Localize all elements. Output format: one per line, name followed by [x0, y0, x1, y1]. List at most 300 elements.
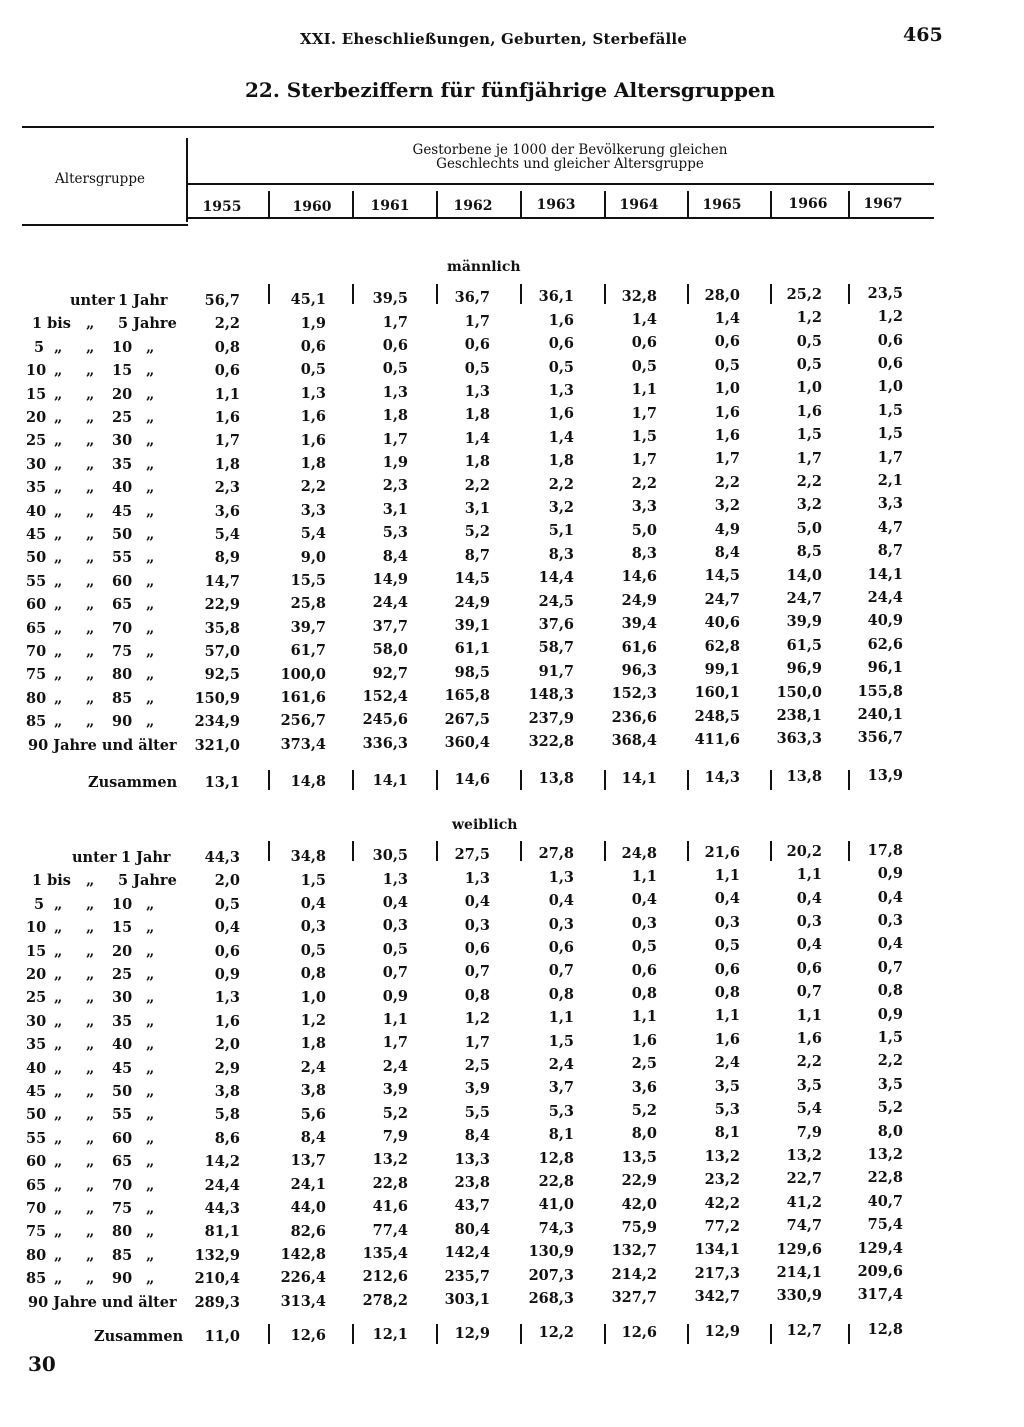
total-cell: 12,9 — [704, 1322, 740, 1340]
spanner-line-2: Geschlechts und gleicher Altersgruppe — [436, 156, 704, 172]
table-cell: 1,6 — [214, 1012, 240, 1030]
table-cell: 1,5 — [300, 871, 326, 889]
table-cell: 61,1 — [454, 640, 490, 658]
age-label: „ — [54, 526, 63, 543]
table-cell: 39,5 — [372, 290, 408, 308]
year-header-1965: 1965 — [702, 196, 742, 213]
table-cell: 24,9 — [454, 593, 490, 611]
table-cell: 34,8 — [290, 848, 326, 866]
table-cell: 39,7 — [290, 618, 326, 636]
table-cell: 61,5 — [786, 636, 822, 654]
table-cell: 132,7 — [611, 1242, 657, 1260]
age-label: 1 bis — [32, 315, 71, 333]
age-label: „ — [86, 966, 95, 983]
table-cell: 35,8 — [204, 619, 240, 637]
table-cell: 62,6 — [867, 635, 903, 653]
table-cell: 0,5 — [714, 356, 740, 374]
table-cell: 0,4 — [796, 889, 822, 907]
table-cell: 2,4 — [714, 1054, 740, 1072]
table-cell: 13,7 — [290, 1152, 326, 1170]
table-cell: 30,5 — [372, 847, 408, 865]
table-cell: 2,2 — [548, 475, 574, 493]
page-number: 465 — [903, 24, 943, 46]
header-column-divider — [520, 191, 522, 217]
table-cell: 0,9 — [382, 987, 408, 1005]
total-label: Zusammen — [94, 1328, 184, 1345]
age-label: „ — [86, 1012, 95, 1030]
column-divider — [352, 284, 354, 304]
age-label: unter — [70, 292, 115, 309]
age-label: 5 Jahre — [118, 872, 177, 890]
age-label: „ — [86, 1153, 95, 1171]
table-cell: 0,6 — [548, 335, 574, 353]
total-cell: 13,8 — [786, 767, 822, 785]
age-label: „ — [86, 338, 95, 356]
total-cell: 12,6 — [621, 1323, 657, 1341]
age-label: „ — [146, 1246, 155, 1264]
table-cell: 14,2 — [204, 1153, 240, 1171]
age-label: „ — [54, 432, 63, 450]
age-label: „ — [146, 1153, 155, 1171]
table-cell: 245,6 — [362, 711, 408, 729]
table-cell: 5,2 — [631, 1101, 657, 1119]
age-label: 90 Jahre und älter — [28, 1293, 177, 1311]
table-cell: 234,9 — [194, 713, 240, 731]
table-cell: 1,9 — [382, 454, 408, 471]
table-cell: 42,2 — [704, 1194, 740, 1212]
table-cell: 8,4 — [300, 1128, 326, 1146]
age-label: „ — [86, 596, 95, 614]
table-cell: 2,2 — [631, 474, 657, 492]
table-cell: 1,6 — [714, 427, 740, 444]
table-cell: 152,4 — [362, 688, 408, 705]
table-cell: 1,3 — [382, 870, 408, 888]
table-cell: 1,7 — [214, 432, 240, 450]
age-label: „ — [54, 1246, 63, 1264]
table-cell: 1,1 — [796, 866, 822, 884]
table-cell: 0,6 — [464, 336, 490, 354]
age-label: 25 — [112, 409, 133, 426]
table-cell: 1,5 — [877, 1029, 903, 1046]
table-cell: 24,4 — [372, 594, 408, 612]
age-label: 15 — [112, 919, 133, 937]
age-label: „ — [86, 989, 95, 1007]
table-cell: 342,7 — [694, 1288, 740, 1306]
age-label: 10 — [26, 362, 47, 380]
table-cell: 1,6 — [714, 1030, 740, 1048]
table-cell: 74,3 — [538, 1219, 574, 1237]
table-cell: 42,0 — [621, 1195, 657, 1213]
table-cell: 0,4 — [548, 892, 574, 910]
table-cell: 22,9 — [621, 1172, 657, 1190]
age-label: 75 — [26, 1223, 47, 1241]
table-cell: 1,7 — [877, 448, 903, 466]
table-cell: 24,1 — [290, 1175, 326, 1193]
age-label: 15 — [112, 362, 133, 380]
age-label: 80 — [26, 1246, 47, 1264]
table-cell: 0,6 — [714, 333, 740, 351]
table-cell: 36,7 — [454, 289, 490, 307]
table-cell: 14,7 — [204, 572, 240, 590]
age-label: 30 — [26, 455, 47, 473]
age-label: „ — [54, 1036, 63, 1054]
table-cell: 256,7 — [280, 712, 326, 730]
age-label: 25 — [26, 989, 47, 1007]
table-cell: 267,5 — [444, 710, 490, 728]
table-cell: 321,0 — [194, 736, 240, 754]
table-cell: 238,1 — [776, 706, 822, 724]
table-cell: 8,1 — [548, 1126, 574, 1144]
table-cell: 0,5 — [548, 358, 574, 376]
table-cell: 1,1 — [548, 1009, 574, 1027]
age-label: 65 — [112, 1153, 133, 1171]
table-cell: 142,8 — [280, 1245, 326, 1263]
age-label: 70 — [26, 643, 47, 660]
table-cell: 1,1 — [714, 867, 740, 884]
table-cell: 58,0 — [372, 641, 408, 659]
table-cell: 1,3 — [300, 384, 326, 402]
table-cell: 278,2 — [362, 1291, 408, 1309]
table-cell: 134,1 — [694, 1241, 740, 1259]
table-cell: 2,5 — [631, 1055, 657, 1073]
age-label: 40 — [112, 1036, 133, 1054]
table-cell: 1,6 — [796, 1029, 822, 1047]
table-cell: 161,6 — [280, 688, 326, 706]
table-cell: 8,3 — [631, 544, 657, 562]
table-cell: 23,5 — [867, 284, 903, 302]
age-label: 20 — [26, 409, 47, 426]
table-cell: 2,0 — [214, 1036, 240, 1054]
age-label: „ — [86, 455, 95, 473]
table-cell: 0,8 — [714, 984, 740, 1001]
age-label: „ — [54, 1176, 63, 1194]
table-cell: 7,9 — [382, 1128, 408, 1145]
table-cell: 214,1 — [776, 1263, 822, 1281]
age-label: 35 — [26, 479, 47, 497]
table-cell: 0,4 — [382, 894, 408, 911]
age-label: „ — [86, 666, 95, 684]
age-label: „ — [86, 432, 95, 450]
spanner-rule — [187, 183, 934, 185]
table-cell: 5,3 — [714, 1101, 740, 1118]
table-cell: 1,4 — [714, 310, 740, 327]
table-cell: 1,5 — [877, 401, 903, 419]
table-cell: 3,1 — [464, 499, 490, 517]
age-label: 45 — [112, 1059, 133, 1077]
table-cell: 1,5 — [877, 425, 903, 443]
age-label: „ — [54, 919, 63, 937]
column-divider — [604, 841, 606, 861]
table-cell: 1,6 — [300, 408, 326, 426]
total-cell: 14,3 — [704, 768, 740, 786]
total-cell: 14,6 — [454, 771, 490, 789]
age-label: „ — [54, 966, 63, 983]
table-cell: 96,3 — [621, 661, 657, 679]
table-cell: 1,0 — [796, 379, 822, 397]
table-cell: 0,6 — [631, 961, 657, 979]
age-label: 15 — [26, 942, 47, 960]
total-row — [0, 766, 1024, 798]
table-cell: 24,7 — [704, 590, 740, 608]
table-cell: 23,8 — [454, 1173, 490, 1191]
table-cell: 0,5 — [300, 941, 326, 959]
table-cell: 44,3 — [204, 1200, 240, 1217]
age-label: „ — [86, 1106, 95, 1124]
table-cell: 92,5 — [204, 666, 240, 684]
table-cell: 129,6 — [776, 1240, 822, 1258]
table-cell: 0,8 — [548, 985, 574, 1003]
column-divider — [604, 284, 606, 304]
table-cell: 8,6 — [214, 1129, 240, 1147]
table-cell: 3,2 — [714, 497, 740, 515]
table-cell: 3,5 — [877, 1075, 903, 1093]
year-header-1955: 1955 — [202, 199, 242, 215]
table-cell: 330,9 — [776, 1287, 822, 1305]
year-header-1967: 1967 — [863, 195, 903, 212]
year-header-1966: 1966 — [788, 196, 828, 213]
table-cell: 130,9 — [528, 1243, 574, 1261]
column-divider — [848, 841, 850, 861]
column-divider — [436, 841, 438, 861]
table-cell: 1,6 — [631, 1031, 657, 1049]
age-label: „ — [86, 385, 95, 403]
table-cell: 0,5 — [714, 937, 740, 955]
table-cell: 3,2 — [796, 496, 822, 514]
table-cell: 13,2 — [372, 1151, 408, 1169]
age-label: „ — [86, 942, 95, 960]
age-label: 60 — [26, 596, 47, 614]
age-label: 85 — [26, 1270, 47, 1288]
age-label: „ — [146, 1223, 155, 1241]
table-cell: 1,4 — [631, 310, 657, 328]
table-cell: 13,2 — [867, 1146, 903, 1163]
age-label: 70 — [112, 1176, 133, 1194]
table-cell: 0,3 — [631, 914, 657, 932]
table-cell: 61,6 — [621, 638, 657, 656]
total-cell: 12,7 — [786, 1321, 822, 1339]
age-label: 75 — [26, 666, 47, 684]
age-label: „ — [146, 526, 155, 543]
header-column-divider — [604, 191, 606, 217]
age-label: „ — [146, 919, 155, 937]
age-label: „ — [54, 643, 63, 660]
age-label: „ — [146, 409, 155, 426]
age-label: „ — [54, 989, 63, 1007]
age-label: 50 — [112, 526, 133, 543]
age-label: „ — [54, 1200, 63, 1217]
table-cell: 14,5 — [704, 567, 740, 585]
table-cell: 0,6 — [548, 939, 574, 956]
age-label: 15 — [26, 385, 47, 403]
table-cell: 1,1 — [714, 1007, 740, 1025]
table-cell: 148,3 — [528, 686, 574, 704]
age-label: „ — [54, 549, 63, 567]
table-cell: 2,4 — [382, 1057, 408, 1075]
table-cell: 0,6 — [214, 942, 240, 960]
table-cell: 360,4 — [444, 733, 490, 751]
table-cell: 25,8 — [290, 595, 326, 613]
table-cell: 0,7 — [877, 958, 903, 976]
table-cell: 8,7 — [464, 546, 490, 564]
age-label: „ — [54, 409, 63, 426]
table-cell: 77,4 — [372, 1221, 408, 1239]
age-label: 55 — [112, 1106, 133, 1124]
table-cell: 8,5 — [796, 543, 822, 561]
table-cell: 5,2 — [464, 523, 490, 541]
table-cell: 24,9 — [621, 591, 657, 609]
table-cell: 0,3 — [714, 913, 740, 931]
column-divider — [687, 841, 689, 861]
table-cell: 0,4 — [214, 919, 240, 937]
table-cell: 1,7 — [714, 450, 740, 468]
table-cell: 1,2 — [464, 1010, 490, 1028]
age-label: „ — [86, 1129, 95, 1147]
age-label: „ — [54, 479, 63, 497]
age-label: „ — [54, 596, 63, 614]
table-cell: 207,3 — [528, 1266, 574, 1284]
age-label: 30 — [112, 989, 133, 1007]
total-cell: 11,0 — [204, 1328, 240, 1345]
age-label: 20 — [112, 385, 133, 403]
column-divider — [436, 284, 438, 304]
total-label: Zusammen — [88, 774, 178, 791]
age-label: 35 — [26, 1036, 47, 1054]
table-cell: 1,7 — [382, 313, 408, 331]
age-label: 50 — [26, 1106, 47, 1124]
table-cell: 91,7 — [538, 662, 574, 680]
stub-header: Altersgruppe — [55, 171, 145, 187]
table-cell: 1,6 — [796, 402, 822, 420]
table-cell: 40,7 — [867, 1192, 903, 1210]
table-cell: 0,8 — [877, 982, 903, 1000]
table-cell: 3,3 — [300, 501, 326, 519]
age-label: 60 — [112, 572, 133, 590]
age-label: 90 — [112, 713, 133, 731]
table-cell: 3,6 — [631, 1078, 657, 1096]
table-cell: 0,7 — [796, 983, 822, 1001]
table-cell: 24,4 — [867, 589, 903, 606]
table-cell: 1,8 — [300, 454, 326, 472]
table-cell: 1,0 — [714, 380, 740, 398]
table-cell: 24,7 — [786, 589, 822, 607]
table-cell: 32,8 — [621, 287, 657, 305]
table-cell: 0,5 — [796, 332, 822, 350]
table-cell: 2,2 — [877, 1052, 903, 1070]
table-cell: 160,1 — [694, 684, 740, 702]
table-cell: 5,6 — [300, 1105, 326, 1123]
table-cell: 1,6 — [548, 311, 574, 329]
table-cell: 0,6 — [714, 960, 740, 978]
table-cell: 0,4 — [300, 894, 326, 912]
age-label: „ — [146, 1083, 155, 1100]
table-cell: 0,9 — [214, 966, 240, 983]
table-cell: 27,8 — [538, 845, 574, 863]
table-cell: 0,5 — [631, 357, 657, 375]
table-cell: 142,4 — [444, 1244, 490, 1262]
table-cell: 132,9 — [194, 1246, 240, 1264]
table-cell: 1,1 — [631, 867, 657, 885]
total-cell: 12,8 — [867, 1320, 903, 1338]
table-cell: 2,2 — [464, 476, 490, 494]
age-label: „ — [86, 1176, 95, 1194]
table-cell: 0,6 — [214, 362, 240, 380]
total-cell: 14,1 — [621, 769, 657, 787]
table-cell: 1,1 — [214, 385, 240, 403]
age-label: „ — [86, 1246, 95, 1264]
age-label: 45 — [26, 1083, 47, 1100]
age-label: 45 — [112, 502, 133, 520]
table-cell: 40,6 — [704, 614, 740, 632]
age-label: „ — [146, 666, 155, 684]
age-label: „ — [146, 989, 155, 1007]
table-cell: 0,8 — [631, 984, 657, 1002]
table-cell: 0,3 — [464, 916, 490, 934]
table-cell: 1,4 — [548, 428, 574, 446]
table-cell: 92,7 — [372, 664, 408, 682]
table-cell: 0,7 — [548, 962, 574, 980]
table-cell: 0,6 — [877, 355, 903, 372]
header-column-divider — [352, 191, 354, 217]
age-label: 70 — [26, 1200, 47, 1217]
table-cell: 3,8 — [300, 1082, 326, 1100]
table-cell: 356,7 — [857, 729, 903, 747]
table-cell: 0,4 — [714, 890, 740, 908]
age-label: „ — [146, 1106, 155, 1124]
table-cell: 5,8 — [214, 1106, 240, 1124]
footer-mark: 30 — [28, 1352, 56, 1376]
age-label: 90 — [112, 1270, 133, 1288]
table-cell: 1,8 — [464, 453, 490, 471]
age-label: „ — [86, 619, 95, 637]
table-cell: 3,8 — [214, 1083, 240, 1100]
age-label: 5 — [34, 338, 45, 356]
age-label: „ — [146, 942, 155, 960]
table-cell: 1,8 — [300, 1035, 326, 1053]
age-label: „ — [54, 338, 63, 356]
table-cell: 129,4 — [857, 1239, 903, 1257]
table-cell: 5,2 — [877, 1099, 903, 1117]
table-cell: 0,6 — [796, 959, 822, 977]
table-cell: 150,0 — [776, 683, 822, 701]
table-cell: 155,8 — [857, 682, 903, 700]
column-divider — [520, 841, 522, 861]
age-label: „ — [54, 572, 63, 590]
table-cell: 43,7 — [454, 1197, 490, 1215]
table-cell: 7,9 — [796, 1123, 822, 1141]
table-cell: 152,3 — [611, 685, 657, 703]
table-cell: 39,9 — [786, 613, 822, 631]
table-cell: 2,2 — [796, 472, 822, 490]
table-cell: 8,9 — [214, 549, 240, 567]
table-cell: 313,4 — [280, 1292, 326, 1310]
age-label: 40 — [26, 502, 47, 520]
age-label: 55 — [112, 549, 133, 567]
table-cell: 62,8 — [704, 637, 740, 655]
age-label: „ — [86, 919, 95, 937]
table-cell: 24,8 — [621, 844, 657, 862]
age-label: 65 — [112, 596, 133, 614]
table-cell: 0,3 — [796, 912, 822, 930]
table-cell: 8,4 — [382, 547, 408, 565]
age-label: „ — [146, 1200, 155, 1217]
age-label: 20 — [112, 942, 133, 960]
table-cell: 0,6 — [631, 334, 657, 352]
year-header-1961: 1961 — [370, 198, 410, 215]
table-cell: 1,6 — [548, 405, 574, 423]
table-cell: 39,4 — [621, 615, 657, 633]
table-cell: 2,2 — [714, 473, 740, 491]
table-cell: 0,6 — [464, 939, 490, 957]
